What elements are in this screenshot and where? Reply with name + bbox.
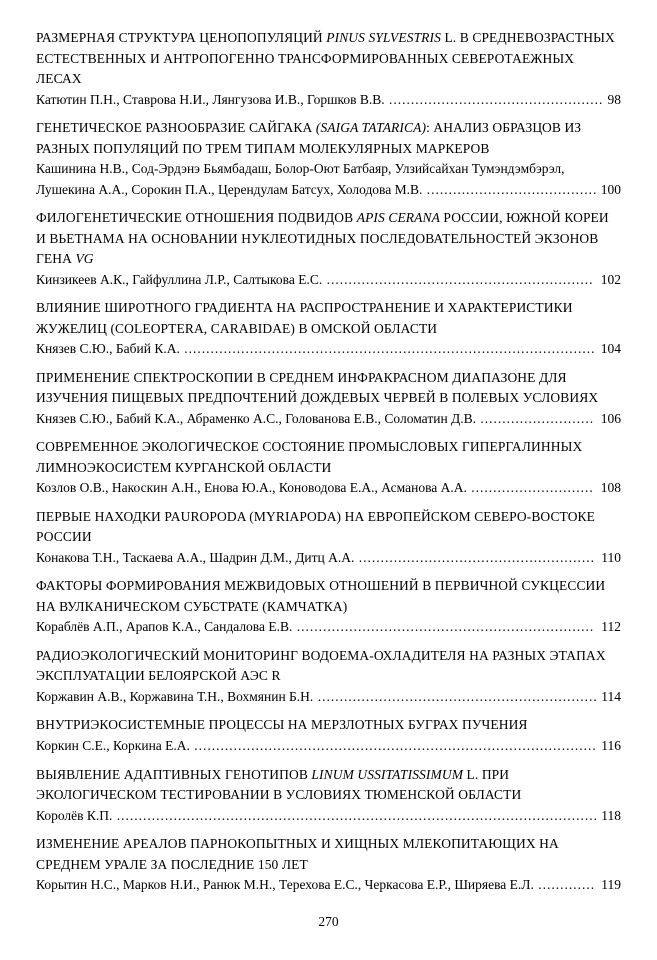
entry-page-number: 112 xyxy=(601,619,621,635)
entry-page-number: 116 xyxy=(601,737,621,753)
toc-entry xyxy=(36,208,621,290)
authors-line xyxy=(36,478,621,499)
entry-title: ФИЛОГЕНЕТИЧЕСКИЕ ОТНОШЕНИЯ ПОДВИДОВ APIS CERANA РОССИИ, ЮЖНОЙ КОРЕИ И ВЬЕТНАМА НА ОСНОВАНИИ НУКЛЕОТИДНЫХ ПОСЛЕДОВАТЕЛЬНОСТЕЙ ЭКЗОНОВ ГЕНА VG xyxy=(36,210,609,267)
toc-entry xyxy=(36,646,621,708)
page-footer-number: 270 xyxy=(318,914,339,929)
authors-line xyxy=(36,270,621,291)
dot-leader: ................................................................ xyxy=(317,688,598,704)
toc-entry xyxy=(36,765,621,827)
entry-page-number: 118 xyxy=(601,807,621,823)
entry-authors-text: Кораблёв А.П., Арапов К.А., Сандалова Е.В. xyxy=(36,619,296,635)
dot-leader: .......................... xyxy=(480,410,595,426)
toc-entry xyxy=(36,437,621,499)
authors-line xyxy=(36,409,621,430)
entry-authors-text: Конакова Т.Н., Таскаева А.А., Шадрин Д.М., Дитц А.А. xyxy=(36,549,358,565)
entry-page-number: 114 xyxy=(601,688,621,704)
authors-line xyxy=(36,617,621,638)
entry-page-number: 119 xyxy=(601,877,621,893)
entry-title: ПЕРВЫЕ НАХОДКИ PAUROPODA (MYRIAPODA) НА ЕВРОПЕЙСКОМ СЕВЕРО-ВОСТОКЕ РОССИИ xyxy=(36,508,596,545)
entry-title: РАЗМЕРНАЯ СТРУКТУРА ЦЕНОПОПУЛЯЦИЙ PINUS SYLVESTRIS L. В СРЕДНЕВОЗРАСТНЫХ ЕСТЕСТВЕННЫХ И АНТРОПОГЕННО ТРАНСФОРМИРОВАННЫХ СЕВЕРОТАЕЖНЫХ ЛЕСАХ xyxy=(36,30,615,87)
entry-title: ВЫЯВЛЕНИЕ АДАПТИВНЫХ ГЕНОТИПОВ LINUM USSITATISSIMUM L. ПРИ ЭКОЛОГИЧЕСКОМ ТЕСТИРОВАНИИ В УСЛОВИЯХ ТЮМЕНСКОЙ ОБЛАСТИ xyxy=(36,766,522,803)
entry-title: ВНУТРИЭКОСИСТЕМНЫЕ ПРОЦЕССЫ НА МЕРЗЛОТНЫХ БУГРАХ ПУЧЕНИЯ xyxy=(36,717,528,733)
authors-line xyxy=(36,548,621,569)
entry-authors-text: Князев С.Ю., Бабий К.А. xyxy=(36,341,184,357)
entry-page-number: 110 xyxy=(601,549,621,565)
authors-line xyxy=(36,875,621,896)
dot-leader: ................................................. xyxy=(389,91,604,107)
authors-line xyxy=(36,687,621,708)
entry-title: РАДИОЭКОЛОГИЧЕСКИЙ МОНИТОРИНГ ВОДОЕМА-ОХЛАДИТЕЛЯ НА РАЗНЫХ ЭТАПАХ ЭКСПЛУАТАЦИИ БЕЛОЯРСКОЙ АЭС R xyxy=(36,647,606,684)
entry-title: ФАКТОРЫ ФОРМИРОВАНИЯ МЕЖВИДОВЫХ ОТНОШЕНИЙ В ПЕРВИЧНОЙ СУКЦЕССИИ НА ВУЛКАНИЧЕСКОМ СУБСТРАТЕ (КАМЧАТКА) xyxy=(36,578,606,614)
toc-entry xyxy=(36,368,621,430)
entry-authors-text: Козлов О.В., Накоскин А.Н., Енова Ю.А., Коноводова Е.А., Асманова А.А. xyxy=(36,480,471,496)
entry-page-number: 102 xyxy=(600,271,621,287)
dot-leader: ............................ xyxy=(471,480,594,496)
entry-page-number: 100 xyxy=(600,181,621,197)
entry-page-number: 104 xyxy=(600,341,621,357)
dot-leader: ...................................................... xyxy=(358,549,595,565)
entry-page-number: 106 xyxy=(600,410,621,426)
toc-entry xyxy=(36,118,621,200)
toc-entry xyxy=(36,576,621,638)
dot-leader: ............. xyxy=(538,877,596,893)
toc-entry xyxy=(36,298,621,360)
dot-leader: ....................................... xyxy=(426,181,598,197)
entry-authors-text: Кашинина Н.В., Сод-Эрдэнэ Бьямбадаш, Болор-Оют Батбаяр, Улзийсайхан Тумэндэмбэрэл, Лушекина А.А., Сорокин П.А., Церендулам Батсух, Холодова М.В. xyxy=(36,161,565,197)
entry-authors-text: Корытин Н.С., Марков Н.И., Ранюк М.Н., Терехова Е.С., Черкасова Е.Р., Ширяева Е.Л. xyxy=(36,877,538,893)
entry-title: ИЗМЕНЕНИЕ АРЕАЛОВ ПАРНОКОПЫТНЫХ И ХИЩНЫХ МЛЕКОПИТАЮЩИХ НА СРЕДНЕМ УРАЛЕ ЗА ПОСЛЕДНИЕ 150 ЛЕТ xyxy=(36,836,559,872)
toc-entry xyxy=(36,715,621,756)
entry-authors-text: Коржавин А.В., Коржавина Т.Н., Вохмянин Б.Н. xyxy=(36,688,317,704)
toc-entry xyxy=(36,28,621,110)
dot-leader: .................................................................... xyxy=(296,619,595,635)
dot-leader: .............................................................................................................. xyxy=(116,807,599,823)
entry-title: СОВРЕМЕННОЕ ЭКОЛОГИЧЕСКОЕ СОСТОЯНИЕ ПРОМЫСЛОВЫХ ГИПЕРГАЛИННЫХ ЛИМНОЭКОСИСТЕМ КУРГАНСКОЙ ОБЛАСТИ xyxy=(36,439,583,475)
entry-authors-text: Королёв К.П. xyxy=(36,807,116,823)
toc-list xyxy=(36,28,621,896)
entry-authors-text: Катютин П.Н., Ставрова Н.И., Лянгузова И.В., Горшков В.В. xyxy=(36,91,389,107)
entry-authors-text: Князев С.Ю., Бабий К.А., Абраменко А.С., Голованова Е.В., Соломатин Д.В. xyxy=(36,410,480,426)
authors-line xyxy=(36,806,621,827)
authors-line xyxy=(36,159,621,200)
dot-leader: ............................................................................................ xyxy=(194,737,597,753)
toc-entry xyxy=(36,507,621,569)
entry-page-number: 98 xyxy=(607,91,621,107)
dot-leader: ............................................................. xyxy=(326,271,594,287)
entry-title: ПРИМЕНЕНИЕ СПЕКТРОСКОПИИ В СРЕДНЕМ ИНФРАКРАСНОМ ДИАПАЗОНЕ ДЛЯ ИЗУЧЕНИЯ ПИЩЕВЫХ ПРЕДПОЧТЕНИЙ ДОЖДЕВЫХ ЧЕРВЕЙ В ПОЛЕВЫХ УСЛОВИЯХ xyxy=(36,369,599,406)
entry-title: ВЛИЯНИЕ ШИРОТНОГО ГРАДИЕНТА НА РАСПРОСТРАНЕНИЕ И ХАРАКТЕРИСТИКИ ЖУЖЕЛИЦ (COLEOPTERA, CARABIDAE) В ОМСКОЙ ОБЛАСТИ xyxy=(36,300,573,336)
entry-authors-text: Кинзикеев А.К., Гайфуллина Л.Р., Салтыкова Е.С. xyxy=(36,271,326,287)
authors-line xyxy=(36,736,621,757)
dot-leader: .............................................................................................. xyxy=(184,341,596,357)
toc-entry xyxy=(36,834,621,896)
entry-authors-text: Коркин С.Е., Коркина Е.А. xyxy=(36,737,194,753)
authors-line xyxy=(36,90,621,111)
authors-line xyxy=(36,339,621,360)
entry-title: ГЕНЕТИЧЕСКОЕ РАЗНООБРАЗИЕ САЙГАКА (SAIGA TATARICA): АНАЛИЗ ОБРАЗЦОВ ИЗ РАЗНЫХ ПОПУЛЯЦИЙ ПО ТРЕМ ТИПАМ МОЛЕКУЛЯРНЫХ МАРКЕРОВ xyxy=(36,120,582,156)
entry-page-number: 108 xyxy=(600,480,621,496)
